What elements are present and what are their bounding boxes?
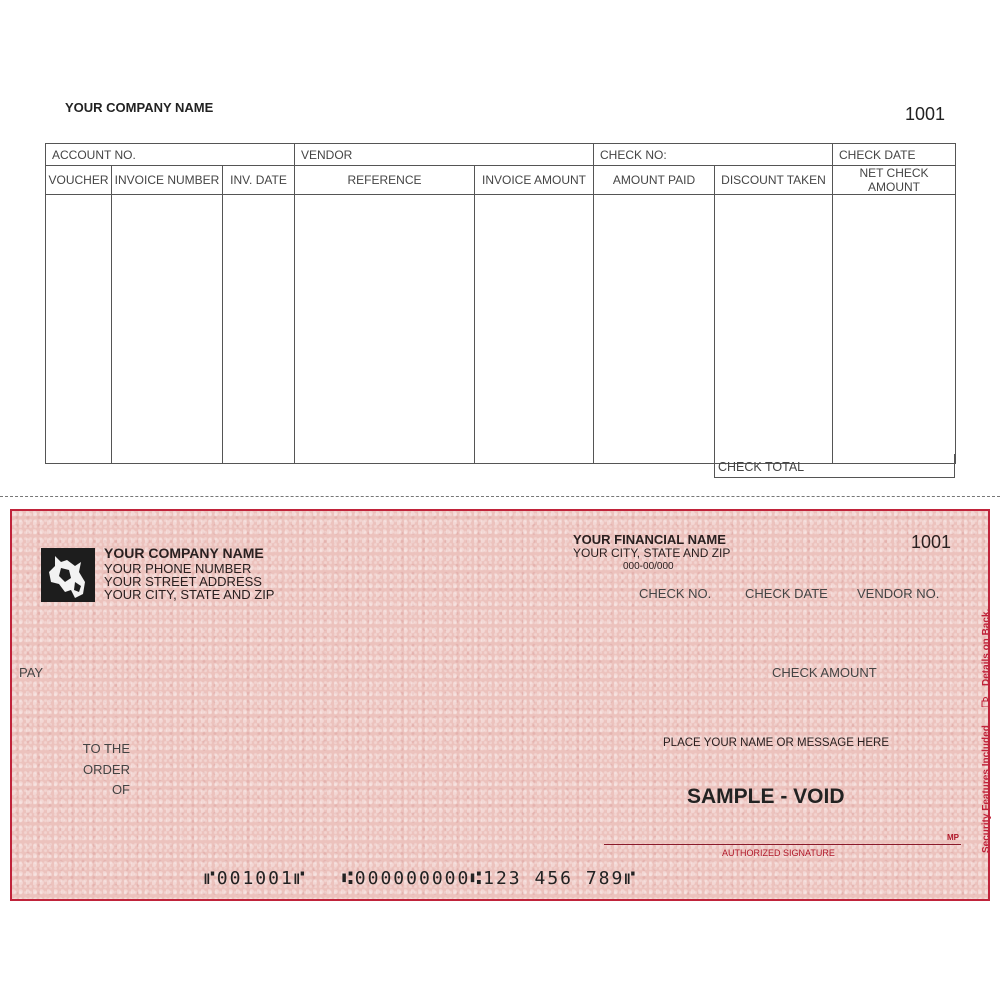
cell-invoice-amount <box>475 195 594 464</box>
mp-mark: MP <box>947 833 959 842</box>
stub-body-row <box>46 195 956 464</box>
vendor-label: VENDOR <box>295 144 594 166</box>
side-details-text: Details on Back. <box>981 608 992 686</box>
check-no-field-label: CHECK NO. <box>639 586 712 601</box>
cow-logo-icon <box>41 548 95 602</box>
cell-invoice-number <box>112 195 223 464</box>
col-net-check-amount: NET CHECK AMOUNT <box>833 166 956 195</box>
perforation-line <box>0 496 1000 497</box>
void-stamp: SAMPLE - VOID <box>687 785 845 808</box>
cell-reference <box>295 195 475 464</box>
pay-label: PAY <box>19 665 44 680</box>
stub-check-number: 1001 <box>905 104 946 124</box>
company-phone: YOUR PHONE NUMBER <box>104 561 252 576</box>
check-total-box <box>714 454 955 478</box>
check-number: 1001 <box>911 532 952 552</box>
custom-message: PLACE YOUR NAME OR MESSAGE HERE <box>663 737 890 749</box>
check-date-field-label: CHECK DATE <box>745 586 828 601</box>
col-invoice-number: INVOICE NUMBER <box>112 166 223 195</box>
financial-city: YOUR CITY, STATE AND ZIP <box>573 546 731 560</box>
financial-name: YOUR FINANCIAL NAME <box>573 532 726 547</box>
col-reference: REFERENCE <box>295 166 475 195</box>
check-company-name: YOUR COMPANY NAME <box>104 545 264 561</box>
lock-icon <box>981 697 990 707</box>
cell-inv-date <box>223 195 295 464</box>
side-security-text: Security Features Included <box>981 725 992 853</box>
of-label: OF <box>111 782 130 797</box>
vendor-no-field-label: VENDOR NO. <box>857 586 940 601</box>
check-body <box>10 509 990 901</box>
col-discount-taken: DISCOUNT TAKEN <box>715 166 833 195</box>
stub-company-name: YOUR COMPANY NAME <box>65 100 214 115</box>
routing-fraction: 000-00/000 <box>623 561 674 572</box>
check-date-label: CHECK DATE <box>833 144 956 166</box>
signature-label: AUTHORIZED SIGNATURE <box>722 848 835 858</box>
cell-amount-paid <box>594 195 715 464</box>
micr-routing-account: ⑆000000000⑆123 456 789⑈ <box>342 868 638 889</box>
company-city: YOUR CITY, STATE AND ZIP <box>104 587 275 602</box>
signature-line <box>604 844 961 845</box>
check-total-label: CHECK TOTAL <box>718 460 805 474</box>
micr-check-number: ⑈001001⑈ <box>204 868 307 889</box>
check-amount-label: CHECK AMOUNT <box>772 665 877 680</box>
company-street: YOUR STREET ADDRESS <box>104 574 262 589</box>
col-voucher: VOUCHER <box>46 166 112 195</box>
account-no-label: ACCOUNT NO. <box>46 144 295 166</box>
col-inv-date: INV. DATE <box>223 166 295 195</box>
cell-voucher <box>46 195 112 464</box>
stub-column-headers <box>46 166 956 195</box>
cell-net-check-amount <box>833 195 956 464</box>
cell-discount-taken <box>715 195 833 464</box>
col-invoice-amount: INVOICE AMOUNT <box>475 166 594 195</box>
col-amount-paid: AMOUNT PAID <box>594 166 715 195</box>
to-the-label: TO THE <box>82 741 130 756</box>
check-no-label: CHECK NO: <box>594 144 833 166</box>
order-label: ORDER <box>83 762 130 777</box>
remittance-table <box>45 143 956 464</box>
stub-header-row <box>46 144 956 166</box>
